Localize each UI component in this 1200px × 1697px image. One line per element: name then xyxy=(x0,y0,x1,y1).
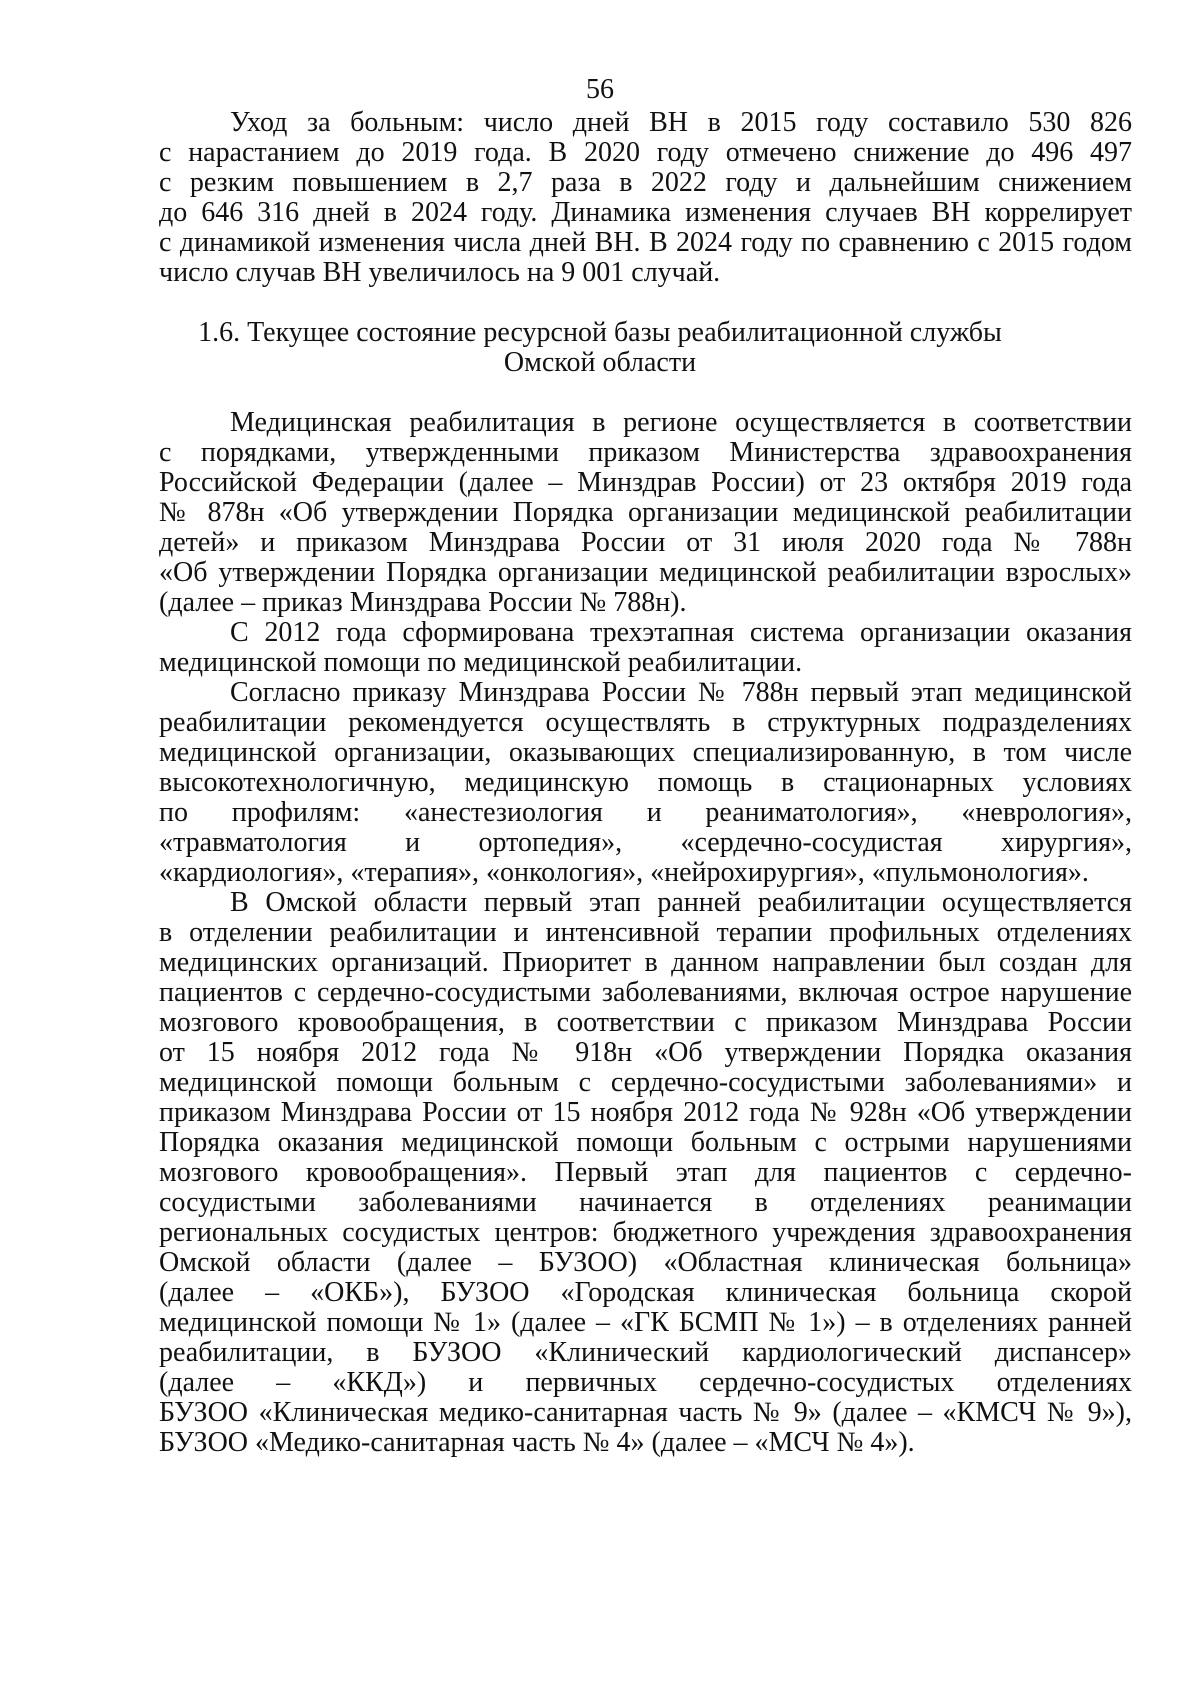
text-line: Уход за больным: число дней ВН в 2015 году составило 530 826 xyxy=(230,107,1132,138)
text-line: «кардиология», «терапия», «онкология», «нейрохирургия», «пульмонология». xyxy=(159,857,1089,888)
text-line: приказом Минздрава России от 15 ноября 2012 года № 928н «Об утверждении xyxy=(159,1097,1132,1128)
text-line: Медицинская реабилитация в регионе осуществляется в соответствии xyxy=(230,407,1132,438)
text-line: до 646 316 дней в 2024 году. Динамика изменения случаев ВН коррелирует xyxy=(159,197,1132,228)
text-line: Российской Федерации (далее – Минздрав России) от 23 октября 2019 года xyxy=(159,467,1132,498)
text-line: с резким повышением в 2,7 раза в 2022 году и дальнейшим снижением xyxy=(159,167,1132,198)
text-line: Омской области (далее – БУЗОО) «Областная клиническая больница» xyxy=(159,1247,1132,1278)
text-line: медицинских организаций. Приоритет в данном направлении был создан для xyxy=(159,947,1132,978)
text-line: по профилям: «анестезиология и реаниматология», «неврология», xyxy=(159,797,1132,828)
text-line: медицинской организации, оказывающих специализированную, в том числе xyxy=(159,737,1132,768)
text-line: региональных сосудистых центров: бюджетного учреждения здравоохранения xyxy=(159,1217,1132,1248)
text-line: медицинской помощи больным с сердечно-сосудистыми заболеваниями» и xyxy=(159,1067,1132,1098)
text-line: с динамикой изменения числа дней ВН. В 2024 году по сравнению с 2015 годом xyxy=(159,227,1132,258)
text-line: с нарастанием до 2019 года. В 2020 году отмечено снижение до 496 497 xyxy=(159,137,1132,168)
text-line: реабилитации, в БУЗОО «Клинический кардиологический диспансер» xyxy=(159,1337,1132,1368)
text-line: № 878н «Об утверждении Порядка организации медицинской реабилитации xyxy=(159,497,1132,528)
text-line: от 15 ноября 2012 года № 918н «Об утверждении Порядка оказания xyxy=(159,1037,1132,1068)
text-line: медицинской помощи по медицинской реабилитации. xyxy=(159,647,803,678)
text-line: детей» и приказом Минздрава России от 31 июля 2020 года № 788н xyxy=(159,527,1132,558)
text-line: (далее – «ОКБ»), БУЗОО «Городская клиническая больница скорой xyxy=(159,1277,1132,1308)
text-line: БУЗОО «Клиническая медико-санитарная часть № 9» (далее – «КМСЧ № 9»), xyxy=(159,1397,1132,1428)
text-line: мозгового кровообращения». Первый этап для пациентов с сердечно- xyxy=(159,1157,1132,1188)
section-heading-line: Омской области xyxy=(503,347,697,378)
text-line: (далее – «ККД») и первичных сердечно-сосудистых отделениях xyxy=(159,1367,1132,1398)
section-heading-line: 1.6. Текущее состояние ресурсной базы реабилитационной службы xyxy=(198,317,1002,348)
text-line: Согласно приказу Минздрава России № 788н первый этап медицинской xyxy=(230,677,1132,708)
text-line: медицинской помощи № 1» (далее – «ГК БСМП № 1») – в отделениях ранней xyxy=(159,1307,1132,1338)
text-line: Порядка оказания медицинской помощи больным с острыми нарушениями xyxy=(159,1127,1132,1158)
text-line: с порядками, утвержденными приказом Министерства здравоохранения xyxy=(159,437,1132,468)
text-line: пациентов с сердечно-сосудистыми заболеваниями, включая острое нарушение xyxy=(159,977,1132,1008)
text-line: реабилитации рекомендуется осуществлять в структурных подразделениях xyxy=(159,707,1132,738)
text-line: (далее – приказ Минздрава России № 788н). xyxy=(159,587,687,618)
text-line: «травматология и ортопедия», «сердечно-сосудистая хирургия», xyxy=(159,827,1132,858)
text-line: число случав ВН увеличилось на 9 001 случай. xyxy=(159,257,721,288)
text-line: в отделении реабилитации и интенсивной терапии профильных отделениях xyxy=(159,917,1132,948)
page-number: 56 xyxy=(586,74,614,105)
text-line: высокотехнологичную, медицинскую помощь в стационарных условиях xyxy=(159,767,1132,798)
text-line: БУЗОО «Медико-санитарная часть № 4» (далее – «МСЧ № 4»). xyxy=(159,1427,915,1458)
text-line: сосудистыми заболеваниями начинается в отделениях реанимации xyxy=(159,1187,1132,1218)
text-line: В Омской области первый этап ранней реабилитации осуществляется xyxy=(230,887,1132,918)
text-line: «Об утверждении Порядка организации медицинской реабилитации взрослых» xyxy=(159,557,1132,588)
text-line: С 2012 года сформирована трехэтапная система организации оказания xyxy=(230,617,1132,648)
text-line: мозгового кровообращения, в соответствии с приказом Минздрава России xyxy=(159,1007,1132,1038)
